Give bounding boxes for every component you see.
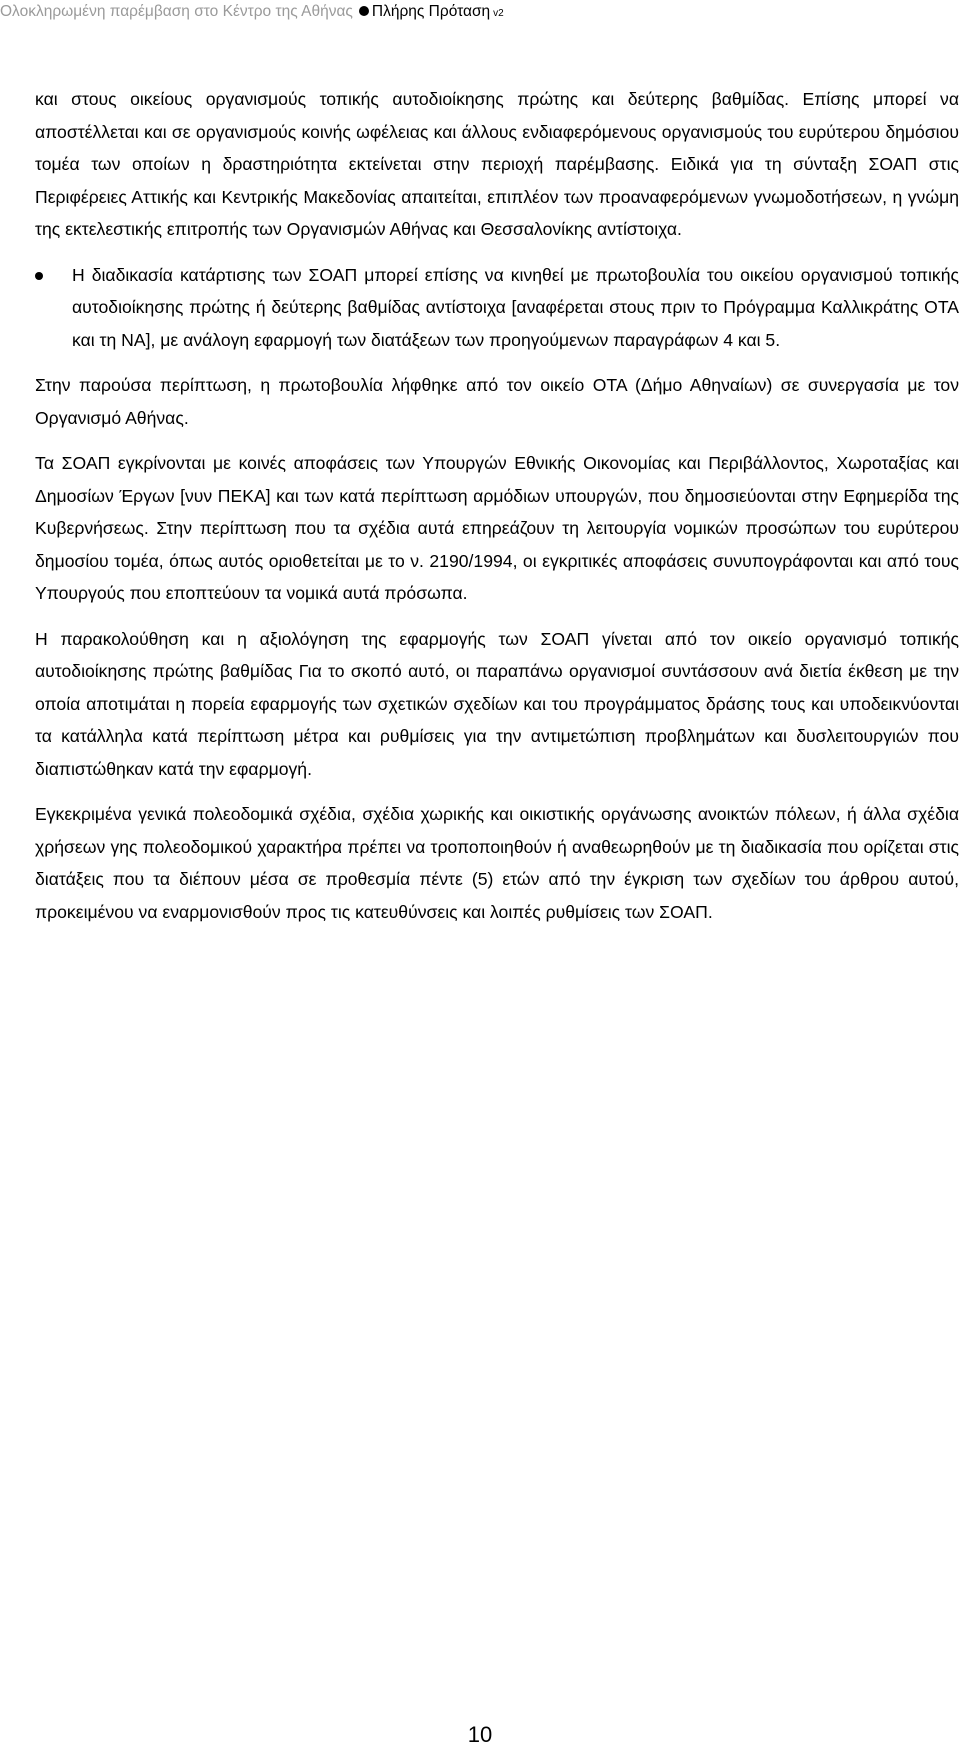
header-version: v2 <box>493 8 504 19</box>
header-status: Πλήρης Πρόταση <box>371 3 491 20</box>
list-item <box>35 259 959 357</box>
header-title: Ολοκληρωμένη παρέμβαση στο Κέντρο της Αθήνας <box>0 3 353 20</box>
list-item-text: Η διαδικασία κατάρτισης των ΣΟΑΠ μπορεί επίσης να κινηθεί με πρωτοβουλία του οικείου οργανισμού τοπικής αυτοδιοίκησης πρώτης ή δεύτερης βαθμίδας αντίστοιχα [αναφέρεται στους πριν το Πρόγραμμα Καλλικράτης ΟΤΑ και τη ΝΑ], με ανάλογη εφαρμογή των διατάξεων των προηγούμενων παραγράφων 4 και 5. <box>72 264 959 350</box>
bullet-icon <box>35 272 43 280</box>
paragraph-monitoring: Η παρακολούθηση και η αξιολόγηση της εφαρμογής των ΣΟΑΠ γίνεται από τον οικείο οργανισμό τοπικής αυτοδιοίκησης πρώτης βαθμίδας Για το σκοπό αυτό, οι παραπάνω οργανισμοί συντάσσουν ανά διετία έκθεση με την οποία αποτιμάται η πορεία εφαρμογής των σχετικών σχεδίων και του προγράμματος δράσης τους και υποδεικνύονται τα κατάλληλα κατά περίπτωση μέτρα και ρυθμίσεις για την αντιμετώπιση προβλημάτων και δυσλειτουργιών που διαπιστώθηκαν κατά την εφαρμογή. <box>35 628 959 779</box>
paragraph-approval: Τα ΣΟΑΠ εγκρίνονται με κοινές αποφάσεις των Υπουργών Εθνικής Οικονομίας και Περιβάλλοντος, Χωροταξίας και Δημοσίων Έργων [νυν ΠΕΚΑ] και των κατά περίπτωση αρμόδιων υπουργών, που δημοσιεύονται στην Εφημερίδα της Κυβερνήσεως. Στην περίπτωση που τα σχέδια αυτά επηρεάζουν τη λειτουργία νομικών προσώπων του ευρύτερου δημοσίου τομέα, όπως αυτός οριοθετείται με το ν. 2190/1994, οι εγκριτικές αποφάσεις συνυπογράφονται και από τους Υπουργούς που εποπτεύουν τα νομικά αυτά πρόσωπα. <box>35 453 959 603</box>
page-number: 10 <box>467 1722 493 1747</box>
page-header <box>0 0 960 24</box>
paragraph-distribution: και στους οικείους οργανισμούς τοπικής αυτοδιοίκησης πρώτης και δεύτερης βαθμίδας. Επίσης μπορεί να αποστέλλεται και σε οργανισμούς κοινής ωφέλειας και άλλους ενδιαφερόμενους οργανισμούς του ευρύτερου δημόσιου τομέα των οποίων η δραστηριότητα εκτείνεται στην περιοχή παρέμβασης. Ειδικά για τη σύνταξη ΣΟΑΠ στις Περιφέρειες Αττικής και Κεντρικής Μακεδονίας απαιτείται, επιπλέον των προαναφερόμενων γνωμοδοτήσεων, η γνώμη της εκτελεστικής επιτροπής των Οργανισμών Αθήνας και Θεσσαλονίκης αντίστοιχα. <box>35 89 959 239</box>
paragraph-revision: Εγκεκριμένα γενικά πολεοδομικά σχέδια, σχέδια χωρικής και οικιστικής οργάνωσης ανοικτών πόλεων, ή άλλα σχέδια χρήσεων γης πολεοδομικού χαρακτήρα πρέπει να τροποποιηθούν ή αναθεωρηθούν με τη διαδικασία που ορίζεται στις διατάξεις που τα διέπουν μέσα σε προθεσμία πέντε (5) ετών από την έγκριση των σχεδίων του άρθρου αυτού, προκειμένου να εναρμονισθούν προς τις κατευθύνσεις και λοιπές ρυθμίσεις των ΣΟΑΠ. <box>35 804 959 922</box>
paragraph-initiative: Στην παρούσα περίπτωση, η πρωτοβουλία λήφθηκε από τον οικείο ΟΤΑ (Δήμο Αθηναίων) σε συνεργασία με τον Οργανισμό Αθήνας. <box>35 375 959 428</box>
bullet-icon <box>359 6 369 16</box>
document-body <box>35 83 959 941</box>
